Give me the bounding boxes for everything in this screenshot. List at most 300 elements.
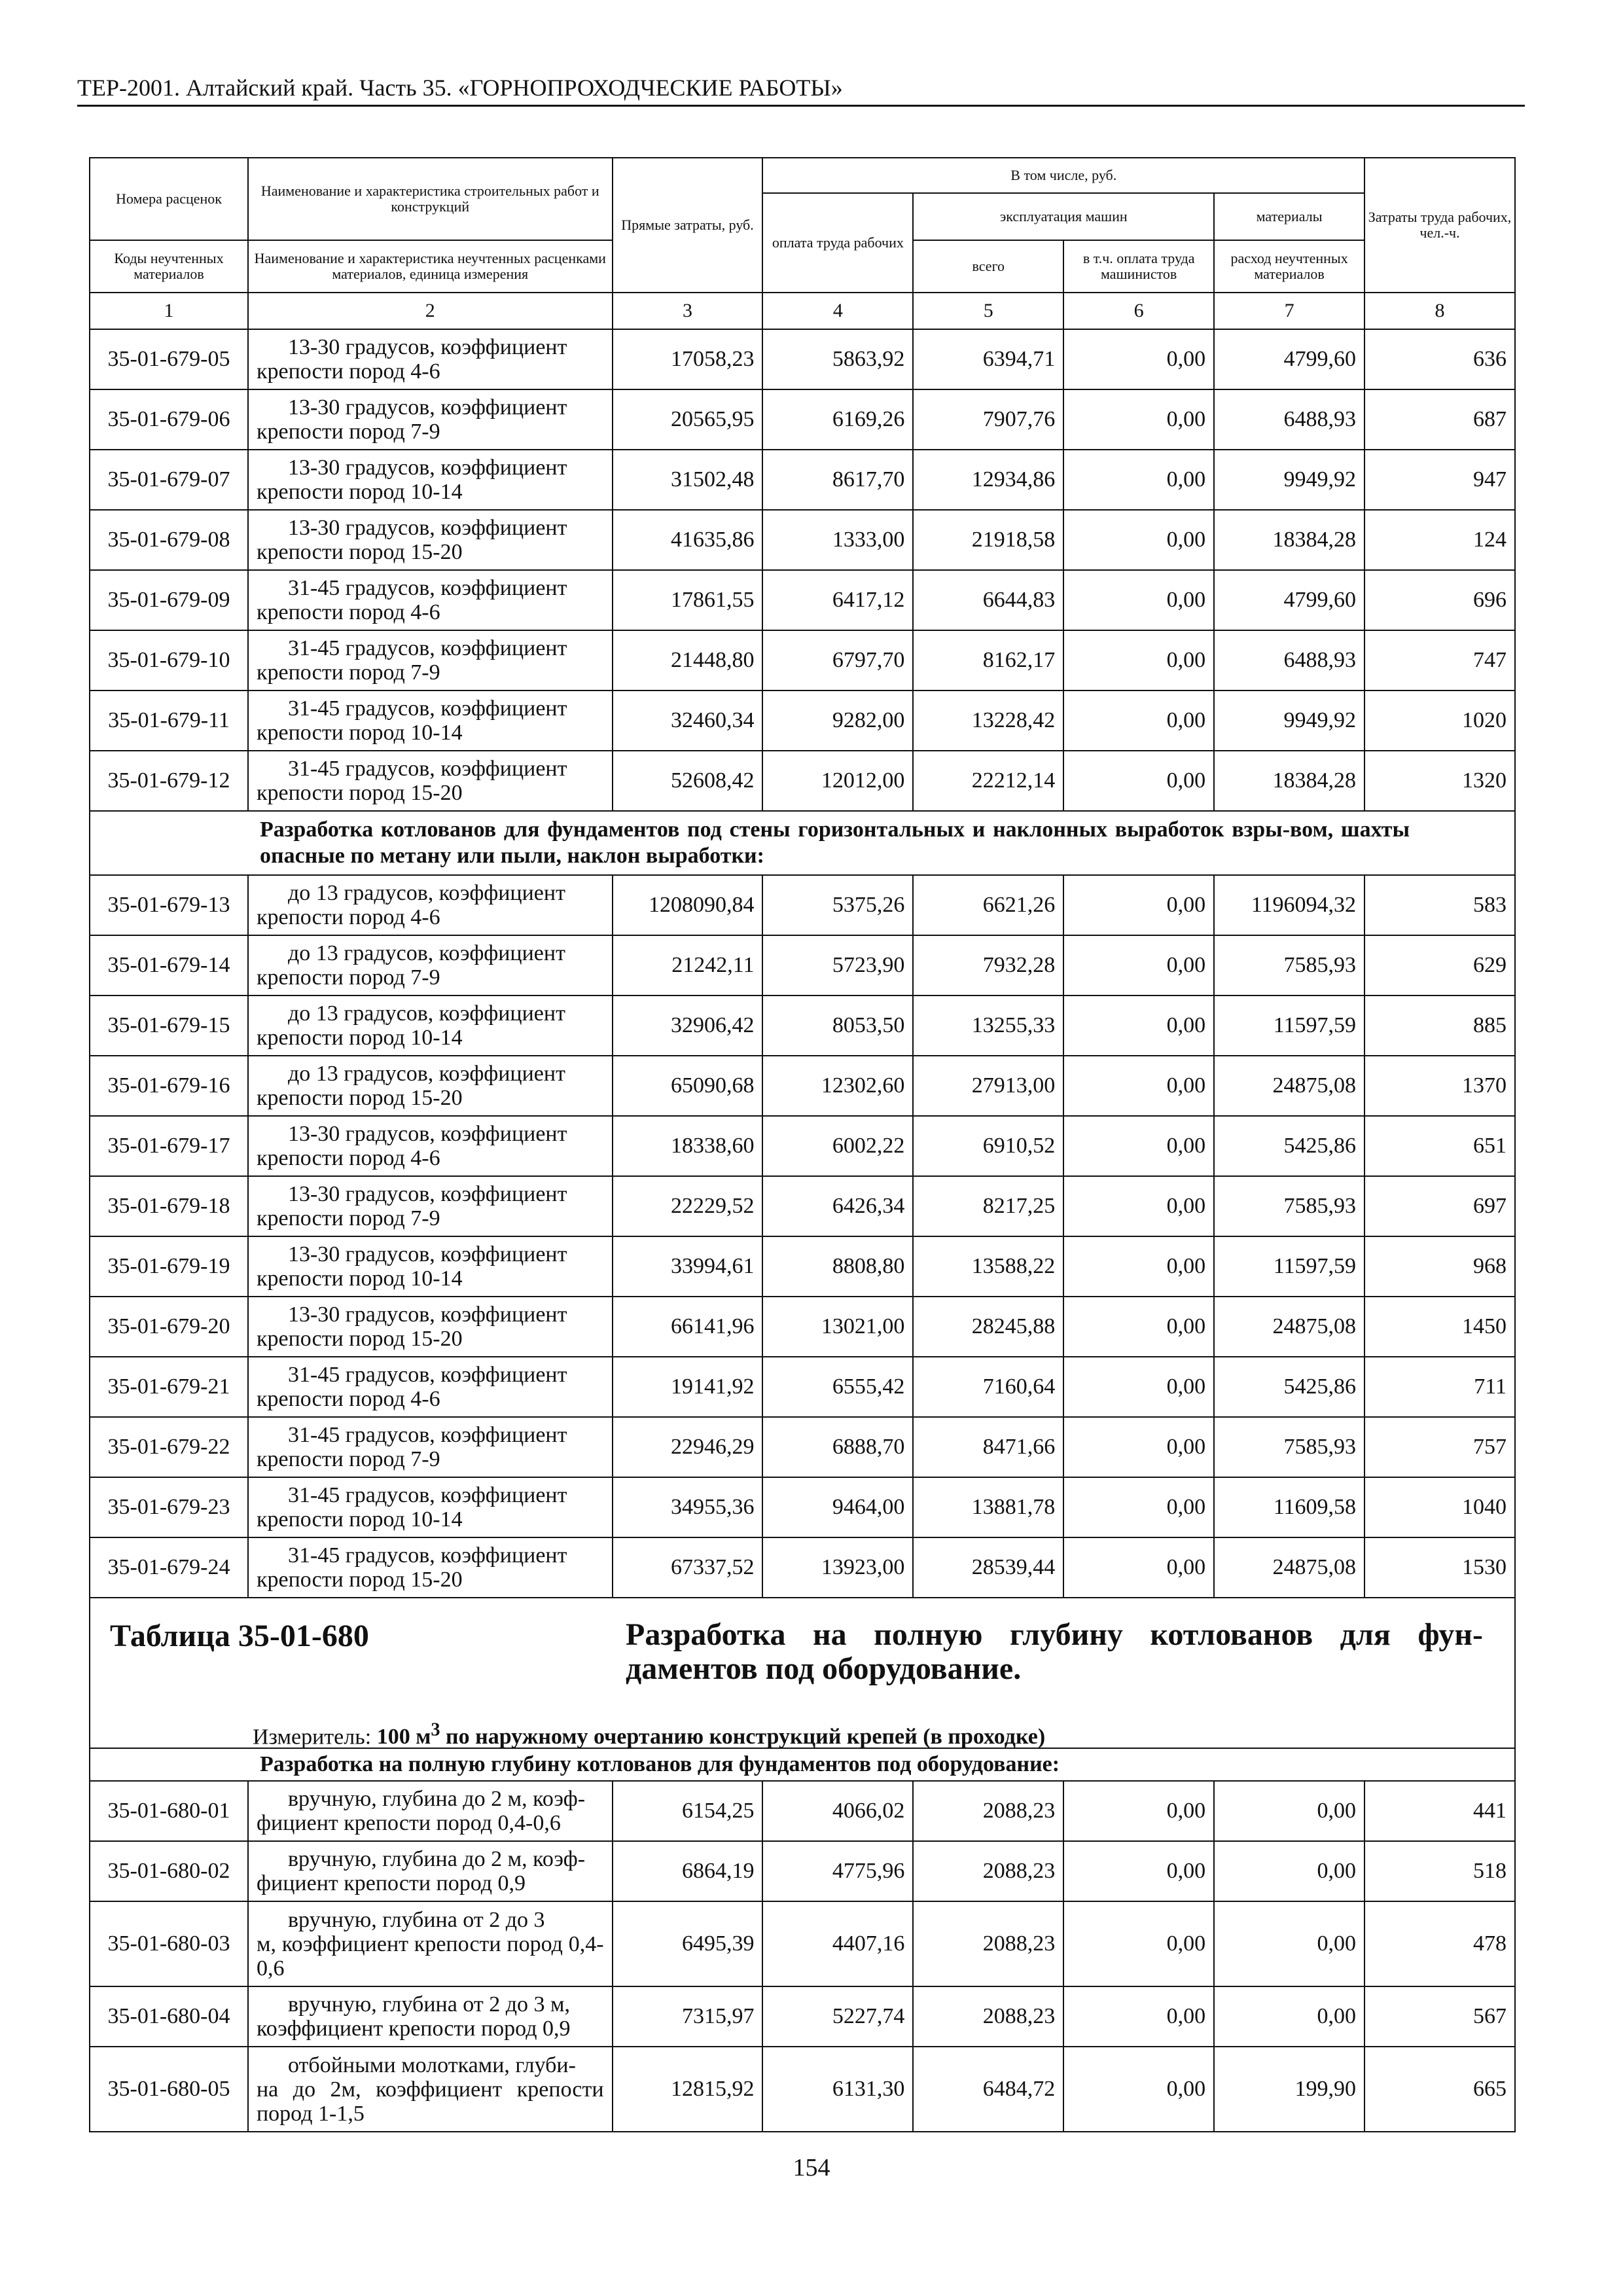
work-description-line2: крепости пород 7-9: [256, 1447, 440, 1471]
worker-wages: 4066,02: [762, 1781, 913, 1841]
table-row: [90, 1417, 1515, 1477]
rate-code: 35-01-679-18: [90, 1176, 248, 1236]
col-number: 8: [1364, 293, 1515, 329]
direct-cost: 22946,29: [613, 1417, 763, 1477]
col-code-sub-header: Коды неучтенных материалов: [90, 240, 248, 293]
col-name-sub-header: Наименование и характеристика неучтенных расценками материалов, единица измерения: [248, 240, 613, 293]
table-row: [90, 691, 1515, 751]
col-number: 6: [1063, 293, 1214, 329]
machinist-wages: 0,00: [1063, 2047, 1214, 2132]
machinist-wages: 0,00: [1063, 935, 1214, 996]
machinist-wages: 0,00: [1063, 1236, 1214, 1297]
labor-hours: 696: [1364, 570, 1515, 630]
materials-cost: 0,00: [1214, 1986, 1364, 2047]
work-description: [248, 570, 613, 630]
worker-wages: 12302,60: [762, 1056, 913, 1116]
direct-cost: 1208090,84: [613, 875, 763, 935]
table-row: [90, 1986, 1515, 2047]
header-rule: [77, 105, 1525, 107]
rate-code: 35-01-679-06: [90, 389, 248, 450]
rate-code: 35-01-680-03: [90, 1901, 248, 1986]
worker-wages: 12012,00: [762, 751, 913, 811]
materials-cost: 7585,93: [1214, 1176, 1364, 1236]
col-machines-total-header: всего: [913, 240, 1063, 293]
labor-hours: 747: [1364, 630, 1515, 691]
materials-cost: 6488,93: [1214, 389, 1364, 450]
col-labor-header: Затраты труда рабочих, чел.-ч.: [1364, 158, 1515, 293]
direct-cost: 31502,48: [613, 450, 763, 510]
rate-code: 35-01-679-22: [90, 1417, 248, 1477]
worker-wages: 6417,12: [762, 570, 913, 630]
machine-cost: 8217,25: [913, 1176, 1063, 1236]
table-row: [90, 1901, 1515, 1986]
worker-wages: 6426,34: [762, 1176, 913, 1236]
machinist-wages: 0,00: [1063, 630, 1214, 691]
table-row: [90, 1176, 1515, 1236]
work-description: [248, 1417, 613, 1477]
machinist-wages: 0,00: [1063, 1901, 1214, 1986]
section-heading-680: Разработка на полную глубину котлованов для фундаментов под оборудование:: [248, 1748, 1515, 1781]
col-number: 5: [913, 293, 1063, 329]
section-spacer: [90, 1748, 248, 1781]
col-number: 7: [1214, 293, 1364, 329]
table-row: [90, 1056, 1515, 1116]
materials-cost: 18384,28: [1214, 751, 1364, 811]
work-description-line2: крепости пород 4-6: [256, 1146, 440, 1170]
work-description-line2: крепости пород 10-14: [256, 1266, 463, 1291]
table-680-label: Таблица 35-01-680: [110, 1619, 369, 1653]
machine-cost: 13255,33: [913, 996, 1063, 1056]
table-row: [90, 1297, 1515, 1357]
work-description-line2: крепости пород 10-14: [256, 480, 463, 504]
worker-wages: 5227,74: [762, 1986, 913, 2047]
section-spacer: [90, 811, 248, 875]
machinist-wages: 0,00: [1063, 510, 1214, 570]
worker-wages: 6797,70: [762, 630, 913, 691]
materials-cost: 9949,92: [1214, 691, 1364, 751]
machine-cost: 6621,26: [913, 875, 1063, 935]
direct-cost: 17058,23: [613, 329, 763, 389]
rate-code: 35-01-679-11: [90, 691, 248, 751]
labor-hours: 478: [1364, 1901, 1515, 1986]
work-description: [248, 1986, 613, 2047]
machinist-wages: 0,00: [1063, 751, 1214, 811]
machinist-wages: 0,00: [1063, 1176, 1214, 1236]
materials-cost: 5425,86: [1214, 1357, 1364, 1417]
work-description-line1: 13-30 градусов, коэффициент: [287, 1122, 567, 1146]
rate-code: 35-01-679-23: [90, 1477, 248, 1537]
machine-cost: 6644,83: [913, 570, 1063, 630]
machine-cost: 8162,17: [913, 630, 1063, 691]
materials-cost: 0,00: [1214, 1901, 1364, 1986]
work-description: [248, 996, 613, 1056]
worker-wages: 4407,16: [762, 1901, 913, 1986]
direct-cost: 67337,52: [613, 1537, 763, 1598]
machine-cost: 2088,23: [913, 1901, 1063, 1986]
direct-cost: 6864,19: [613, 1841, 763, 1901]
machinist-wages: 0,00: [1063, 996, 1214, 1056]
materials-cost: 24875,08: [1214, 1297, 1364, 1357]
page-number: 154: [793, 2154, 830, 2181]
work-description-line1: вручную, глубина от 2 до 3: [287, 1907, 545, 1932]
direct-cost: 33994,61: [613, 1236, 763, 1297]
worker-wages: 5863,92: [762, 329, 913, 389]
work-description-line1: 13-30 градусов, коэффициент: [287, 516, 567, 540]
work-description-line2: крепости пород 15-20: [256, 1327, 463, 1351]
work-description: [248, 329, 613, 389]
direct-cost: 6495,39: [613, 1901, 763, 1986]
work-description: [248, 751, 613, 811]
table-row: [90, 2047, 1515, 2132]
machine-cost: 2088,23: [913, 1781, 1063, 1841]
work-description-line1: 31-45 градусов, коэффициент: [287, 696, 567, 721]
work-description: [248, 1116, 613, 1176]
rate-code: 35-01-679-21: [90, 1357, 248, 1417]
col-machinists-header: в т.ч. оплата труда машинистов: [1063, 240, 1214, 293]
work-description: [248, 1176, 613, 1236]
direct-cost: 22229,52: [613, 1176, 763, 1236]
work-description-line2: крепости пород 10-14: [256, 721, 463, 745]
labor-hours: 1040: [1364, 1477, 1515, 1537]
table-row: [90, 570, 1515, 630]
col-machines-header: эксплуатация машин: [913, 193, 1214, 240]
direct-cost: 20565,95: [613, 389, 763, 450]
work-description-line1: вручную, глубина от 2 до 3 м,: [287, 1992, 571, 2017]
worker-wages: 9282,00: [762, 691, 913, 751]
direct-cost: 7315,97: [613, 1986, 763, 2047]
rate-code: 35-01-679-09: [90, 570, 248, 630]
table-row: [90, 1357, 1515, 1417]
materials-cost: 199,90: [1214, 2047, 1364, 2132]
table-680-title: Разработка на полную глубину котлованов для фун-даментов под оборудование.: [626, 1617, 1483, 1686]
materials-cost: 11609,58: [1214, 1477, 1364, 1537]
table-row: [90, 1236, 1515, 1297]
machinist-wages: 0,00: [1063, 1781, 1214, 1841]
work-description: [248, 1357, 613, 1417]
table-row: [90, 389, 1515, 450]
section-heading-679: Разработка котлованов для фундаментов под стены горизонтальных и наклонных выработок взры-вом, шахты опасные по метану или пыли, наклон выработки:: [248, 811, 1515, 875]
table-row: [90, 875, 1515, 935]
work-description: [248, 1901, 613, 1986]
work-description-line1: отбойными молотками, глуби-: [287, 2053, 576, 2077]
work-description-line2: крепости пород 4-6: [256, 359, 440, 384]
work-description: [248, 1841, 613, 1901]
work-description-line2: фициент крепости пород 0,9: [256, 1871, 526, 1895]
materials-cost: 6488,93: [1214, 630, 1364, 691]
table-row: [90, 935, 1515, 996]
work-description-line1: 31-45 градусов, коэффициент: [287, 757, 567, 781]
materials-cost: 11597,59: [1214, 1236, 1364, 1297]
worker-wages: 8808,80: [762, 1236, 913, 1297]
worker-wages: 13923,00: [762, 1537, 913, 1598]
work-description: [248, 510, 613, 570]
meter-suffix: по наружному очертанию конструкций крепей (в проходке): [440, 1725, 1046, 1749]
worker-wages: 5723,90: [762, 935, 913, 996]
labor-hours: 968: [1364, 1236, 1515, 1297]
work-description: [248, 1781, 613, 1841]
rate-code: 35-01-680-02: [90, 1841, 248, 1901]
materials-cost: 24875,08: [1214, 1056, 1364, 1116]
meter-prefix: Измеритель:: [253, 1725, 377, 1749]
work-description: [248, 450, 613, 510]
meter-sup: 3: [431, 1720, 440, 1740]
rate-code: 35-01-679-19: [90, 1236, 248, 1297]
work-description: [248, 1056, 613, 1116]
col-number: 1: [90, 293, 248, 329]
worker-wages: 6002,22: [762, 1116, 913, 1176]
rate-code: 35-01-679-08: [90, 510, 248, 570]
direct-cost: 65090,68: [613, 1056, 763, 1116]
direct-cost: 32906,42: [613, 996, 763, 1056]
materials-cost: 4799,60: [1214, 329, 1364, 389]
machinist-wages: 0,00: [1063, 1297, 1214, 1357]
work-description-line1: до 13 градусов, коэффициент: [287, 941, 565, 965]
direct-cost: 32460,34: [613, 691, 763, 751]
machinist-wages: 0,00: [1063, 389, 1214, 450]
work-description-line2: крепости пород 15-20: [256, 540, 463, 564]
col-materials-header: материалы: [1214, 193, 1364, 240]
work-description: [248, 935, 613, 996]
machine-cost: 13228,42: [913, 691, 1063, 751]
labor-hours: 1530: [1364, 1537, 1515, 1598]
worker-wages: 5375,26: [762, 875, 913, 935]
machine-cost: 28539,44: [913, 1537, 1063, 1598]
worker-wages: 8053,50: [762, 996, 913, 1056]
labor-hours: 757: [1364, 1417, 1515, 1477]
col-wages-header: оплата труда рабочих: [762, 193, 913, 293]
work-description-line1: 13-30 градусов, коэффициент: [287, 456, 567, 480]
materials-cost: 0,00: [1214, 1841, 1364, 1901]
col-number: 2: [248, 293, 613, 329]
labor-hours: 1320: [1364, 751, 1515, 811]
direct-cost: 18338,60: [613, 1116, 763, 1176]
work-description-line1: 31-45 градусов, коэффициент: [287, 1423, 567, 1447]
col-including-header: В том числе, руб.: [762, 158, 1364, 193]
machine-cost: 13881,78: [913, 1477, 1063, 1537]
materials-cost: 5425,86: [1214, 1116, 1364, 1176]
work-description-line1: 31-45 градусов, коэффициент: [287, 1483, 567, 1507]
work-description-line2: крепости пород 15-20: [256, 1568, 463, 1592]
machinist-wages: 0,00: [1063, 875, 1214, 935]
direct-cost: 52608,42: [613, 751, 763, 811]
labor-hours: 629: [1364, 935, 1515, 996]
table-row: [90, 1116, 1515, 1176]
materials-cost: 7585,93: [1214, 1417, 1364, 1477]
worker-wages: 6888,70: [762, 1417, 913, 1477]
machinist-wages: 0,00: [1063, 691, 1214, 751]
materials-cost: 24875,08: [1214, 1537, 1364, 1598]
materials-cost: 7585,93: [1214, 935, 1364, 996]
labor-hours: 636: [1364, 329, 1515, 389]
work-description-line2: крепости пород 15-20: [256, 781, 463, 805]
work-description-line1: до 13 градусов, коэффициент: [287, 1062, 565, 1086]
machine-cost: 6394,71: [913, 329, 1063, 389]
rate-code: 35-01-679-10: [90, 630, 248, 691]
work-description-line2: коэффициент крепости пород 0,9: [256, 2017, 571, 2041]
machine-cost: 28245,88: [913, 1297, 1063, 1357]
work-description-line1: 31-45 градусов, коэффициент: [287, 1363, 567, 1387]
machine-cost: 6484,72: [913, 2047, 1063, 2132]
direct-cost: 17861,55: [613, 570, 763, 630]
machine-cost: 2088,23: [913, 1986, 1063, 2047]
rate-code: 35-01-680-04: [90, 1986, 248, 2047]
work-description: [248, 389, 613, 450]
machine-cost: 7160,64: [913, 1357, 1063, 1417]
rates-table: [89, 157, 1516, 2132]
machine-cost: 8471,66: [913, 1417, 1063, 1477]
work-description: [248, 1537, 613, 1598]
work-description: [248, 1297, 613, 1357]
work-description: [248, 1477, 613, 1537]
work-description-line2: крепости пород 10-14: [256, 1026, 463, 1050]
work-description: [248, 630, 613, 691]
work-description-line1: 13-30 градусов, коэффициент: [287, 1242, 567, 1266]
table-680-meter: [253, 1720, 1045, 1749]
work-description-line2: фициент крепости пород 0,4-0,6: [256, 1811, 561, 1835]
rate-code: 35-01-679-07: [90, 450, 248, 510]
work-description-line1: 31-45 градусов, коэффициент: [287, 576, 567, 600]
table-row: [90, 1841, 1515, 1901]
machine-cost: 13588,22: [913, 1236, 1063, 1297]
col-name-header: Наименование и характеристика строительных работ и конструкций: [248, 158, 613, 240]
machine-cost: 22212,14: [913, 751, 1063, 811]
table-row: [90, 1537, 1515, 1598]
machinist-wages: 0,00: [1063, 1477, 1214, 1537]
labor-hours: 518: [1364, 1841, 1515, 1901]
work-description-line2: крепости пород 15-20: [256, 1086, 463, 1110]
machinist-wages: 0,00: [1063, 1841, 1214, 1901]
rate-code: 35-01-679-16: [90, 1056, 248, 1116]
table-row: [90, 450, 1515, 510]
rate-code: 35-01-679-12: [90, 751, 248, 811]
materials-cost: 0,00: [1214, 1781, 1364, 1841]
materials-cost: 18384,28: [1214, 510, 1364, 570]
work-description-line1: 13-30 градусов, коэффициент: [287, 1302, 567, 1327]
labor-hours: 124: [1364, 510, 1515, 570]
rate-code: 35-01-679-13: [90, 875, 248, 935]
col-number: 4: [762, 293, 913, 329]
labor-hours: 1370: [1364, 1056, 1515, 1116]
direct-cost: 21242,11: [613, 935, 763, 996]
rate-code: 35-01-679-15: [90, 996, 248, 1056]
rate-code: 35-01-680-01: [90, 1781, 248, 1841]
worker-wages: 6555,42: [762, 1357, 913, 1417]
machinist-wages: 0,00: [1063, 450, 1214, 510]
work-description-line2: крепости пород 7-9: [256, 965, 440, 990]
labor-hours: 665: [1364, 2047, 1515, 2132]
worker-wages: 8617,70: [762, 450, 913, 510]
work-description-line2: крепости пород 4-6: [256, 905, 440, 929]
labor-hours: 687: [1364, 389, 1515, 450]
machine-cost: 7932,28: [913, 935, 1063, 996]
work-description-line1: 31-45 градусов, коэффициент: [287, 1543, 567, 1568]
work-description-line1: 13-30 градусов, коэффициент: [287, 395, 567, 420]
worker-wages: 6131,30: [762, 2047, 913, 2132]
worker-wages: 13021,00: [762, 1297, 913, 1357]
meter-value: 100 м: [376, 1725, 431, 1749]
rows-group-679-a: [90, 329, 1515, 811]
materials-cost: 9949,92: [1214, 450, 1364, 510]
labor-hours: 583: [1364, 875, 1515, 935]
work-description: [248, 2047, 613, 2132]
col-direct-header: Прямые затраты, руб.: [613, 158, 763, 293]
labor-hours: 885: [1364, 996, 1515, 1056]
machinist-wages: 0,00: [1063, 1417, 1214, 1477]
labor-hours: 697: [1364, 1176, 1515, 1236]
table-row: [90, 751, 1515, 811]
table-row: [90, 630, 1515, 691]
machinist-wages: 0,00: [1063, 1537, 1214, 1598]
machine-cost: 2088,23: [913, 1841, 1063, 1901]
labor-hours: 947: [1364, 450, 1515, 510]
labor-hours: 711: [1364, 1357, 1515, 1417]
direct-cost: 19141,92: [613, 1357, 763, 1417]
machine-cost: 21918,58: [913, 510, 1063, 570]
table-row: [90, 510, 1515, 570]
direct-cost: 66141,96: [613, 1297, 763, 1357]
running-header: ТЕР-2001. Алтайский край. Часть 35. «ГОРНОПРОХОДЧЕСКИЕ РАБОТЫ»: [77, 75, 843, 101]
work-description: [248, 691, 613, 751]
work-description-line1: до 13 градусов, коэффициент: [287, 1001, 565, 1026]
direct-cost: 41635,86: [613, 510, 763, 570]
machinist-wages: 0,00: [1063, 1116, 1214, 1176]
machinist-wages: 0,00: [1063, 1056, 1214, 1116]
work-description: [248, 1236, 613, 1297]
labor-hours: 567: [1364, 1986, 1515, 2047]
col-number: 3: [613, 293, 763, 329]
machinist-wages: 0,00: [1063, 1357, 1214, 1417]
machinist-wages: 0,00: [1063, 329, 1214, 389]
worker-wages: 9464,00: [762, 1477, 913, 1537]
labor-hours: 1020: [1364, 691, 1515, 751]
worker-wages: 4775,96: [762, 1841, 913, 1901]
machine-cost: 12934,86: [913, 450, 1063, 510]
materials-cost: 4799,60: [1214, 570, 1364, 630]
work-description-line2: крепости пород 4-6: [256, 1387, 440, 1411]
rows-group-679-b: [90, 875, 1515, 1598]
work-description-line1: 13-30 градусов, коэффициент: [287, 1182, 567, 1206]
table-row: [90, 1477, 1515, 1537]
work-description-line1: до 13 градусов, коэффициент: [287, 881, 565, 905]
work-description-line2: крепости пород 7-9: [256, 1206, 440, 1230]
machinist-wages: 0,00: [1063, 1986, 1214, 2047]
work-description-line1: вручную, глубина до 2 м, коэф-: [287, 1847, 586, 1871]
labor-hours: 651: [1364, 1116, 1515, 1176]
work-description-line2: на до 2м, коэффициент крепости пород 1-1,5: [256, 2077, 604, 2126]
rate-code: 35-01-679-24: [90, 1537, 248, 1598]
direct-cost: 21448,80: [613, 630, 763, 691]
table-680-heading: [90, 1598, 1515, 1748]
rate-code: 35-01-679-20: [90, 1297, 248, 1357]
rate-code: 35-01-679-17: [90, 1116, 248, 1176]
rate-code: 35-01-679-05: [90, 329, 248, 389]
machine-cost: 7907,76: [913, 389, 1063, 450]
table-row: [90, 996, 1515, 1056]
worker-wages: 6169,26: [762, 389, 913, 450]
work-description-line1: 31-45 градусов, коэффициент: [287, 636, 567, 660]
work-description-line2: крепости пород 4-6: [256, 600, 440, 624]
direct-cost: 6154,25: [613, 1781, 763, 1841]
materials-cost: 1196094,32: [1214, 875, 1364, 935]
machinist-wages: 0,00: [1063, 570, 1214, 630]
labor-hours: 441: [1364, 1781, 1515, 1841]
materials-cost: 11597,59: [1214, 996, 1364, 1056]
work-description-line2: м, коэффициент крепости пород 0,4-0,6: [256, 1931, 604, 1981]
work-description-line2: крепости пород 10-14: [256, 1507, 463, 1532]
direct-cost: 12815,92: [613, 2047, 763, 2132]
col-mat-consumption-header: расход неучтенных материалов: [1214, 240, 1364, 293]
work-description-line1: 13-30 градусов, коэффициент: [287, 335, 567, 359]
